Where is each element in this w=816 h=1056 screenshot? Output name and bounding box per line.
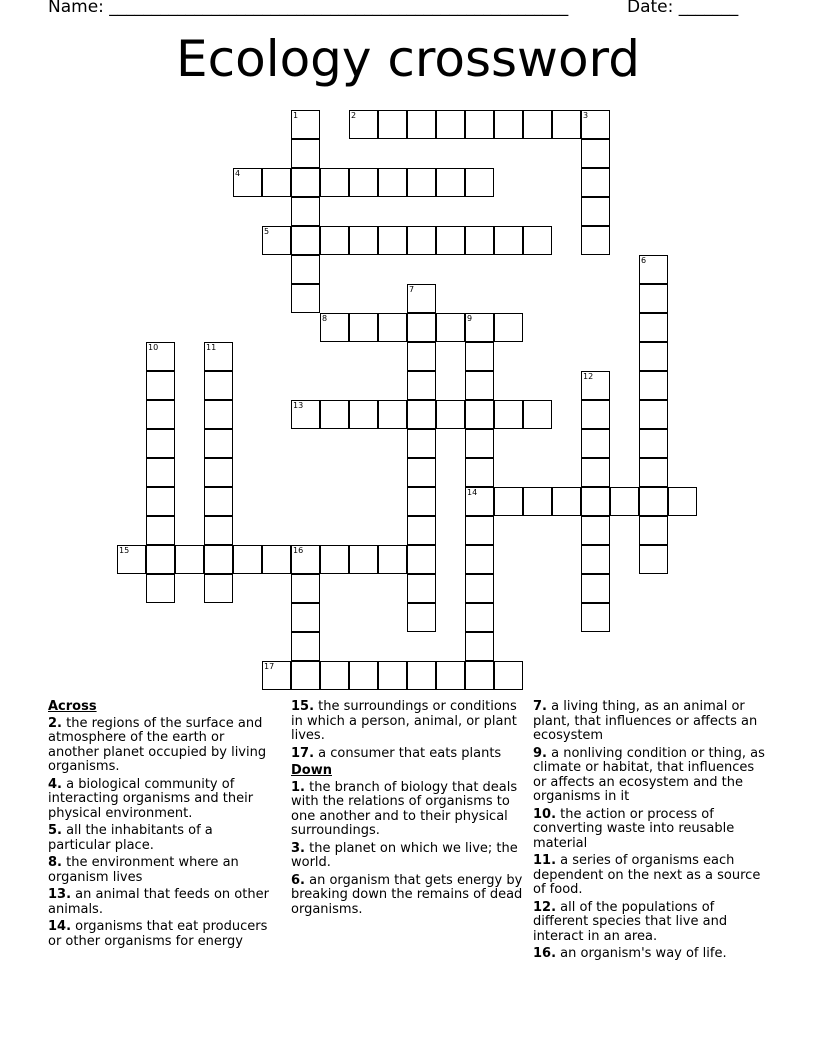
crossword-cell[interactable] — [146, 371, 175, 400]
crossword-cell[interactable] — [407, 516, 436, 545]
clue-number-label: 11 — [206, 343, 217, 352]
crossword-cell[interactable] — [552, 110, 581, 139]
crossword-cell[interactable] — [320, 400, 349, 429]
clue-text: all of the populations of different species that live and interact in an area. — [533, 899, 728, 944]
clue-item — [291, 781, 527, 839]
crossword-cell[interactable] — [407, 400, 436, 429]
clue-number-label: 13 — [293, 401, 304, 410]
crossword-cell[interactable] — [204, 342, 233, 371]
crossword-cell[interactable] — [204, 487, 233, 516]
crossword-cell[interactable] — [465, 632, 494, 661]
crossword-cell[interactable] — [407, 545, 436, 574]
crossword-cell[interactable] — [320, 168, 349, 197]
clue-item — [291, 842, 527, 871]
crossword-cell[interactable] — [494, 226, 523, 255]
crossword-cell[interactable] — [494, 110, 523, 139]
clue-text: the environment where an organism lives — [48, 855, 239, 885]
clue-number-label: 1 — [293, 111, 299, 120]
clue-number: 5. — [48, 823, 62, 838]
crossword-cell[interactable] — [581, 110, 610, 139]
crossword-cell[interactable] — [204, 574, 233, 603]
crossword-cell[interactable] — [407, 110, 436, 139]
crossword-cell[interactable] — [465, 661, 494, 690]
clue-number: 1. — [291, 779, 305, 795]
clue-item — [533, 854, 769, 898]
clue-column-1 — [48, 700, 278, 952]
crossword-cell[interactable] — [581, 603, 610, 632]
crossword-cell[interactable] — [436, 400, 465, 429]
crossword-cell[interactable] — [291, 139, 320, 168]
crossword-cell[interactable] — [552, 487, 581, 516]
clue-item — [48, 888, 278, 917]
clue-text: all the inhabitants of a particular place. — [48, 823, 213, 853]
crossword-cell[interactable] — [465, 342, 494, 371]
across-heading: Across — [48, 699, 97, 714]
clue-item — [533, 808, 769, 852]
crossword-cell[interactable] — [349, 400, 378, 429]
clue-number-label: 14 — [467, 488, 478, 497]
crossword-cell[interactable] — [233, 168, 262, 197]
crossword-cell[interactable] — [291, 255, 320, 284]
crossword-cell[interactable] — [436, 313, 465, 342]
clue-column-3 — [533, 700, 769, 965]
crossword-cell[interactable] — [436, 110, 465, 139]
crossword-cell[interactable] — [436, 168, 465, 197]
crossword-cell[interactable] — [291, 400, 320, 429]
crossword-cell[interactable] — [465, 603, 494, 632]
crossword-cell[interactable] — [639, 487, 668, 516]
crossword-cell[interactable] — [465, 313, 494, 342]
clue-text: the branch of biology that deals with the relations of organisms to one another and to their physical surroundings. — [291, 779, 518, 838]
crossword-cell[interactable] — [639, 516, 668, 545]
crossword-cell[interactable] — [204, 545, 233, 574]
clue-number-label: 16 — [293, 546, 304, 555]
clue-number-label: 6 — [641, 256, 647, 265]
crossword-cell[interactable] — [262, 226, 291, 255]
clue-number-label: 9 — [467, 314, 473, 323]
crossword-cell[interactable] — [523, 400, 552, 429]
clue-text: a living thing, as an animal or plant, that influences or affects an ecosystem — [533, 699, 758, 743]
clue-number-label: 4 — [235, 169, 241, 178]
name-field-label: Name: ______________________________________________________ — [48, 0, 569, 17]
clue-number-label: 7 — [409, 285, 415, 294]
crossword-cell[interactable] — [639, 400, 668, 429]
crossword-cell[interactable] — [465, 400, 494, 429]
clue-text: a consumer that eats plants — [314, 745, 502, 761]
crossword-cell[interactable] — [349, 545, 378, 574]
clue-text: an organism's way of life. — [556, 946, 727, 961]
crossword-cell[interactable] — [204, 429, 233, 458]
crossword-cell[interactable] — [407, 458, 436, 487]
crossword-cell[interactable] — [320, 226, 349, 255]
clue-text: a biological community of interacting organisms and their physical environment. — [48, 776, 254, 821]
crossword-cell[interactable] — [291, 632, 320, 661]
crossword-cell[interactable] — [581, 168, 610, 197]
crossword-cell[interactable] — [639, 255, 668, 284]
crossword-cell[interactable] — [291, 603, 320, 632]
crossword-cell[interactable] — [668, 487, 697, 516]
clue-number: 15. — [291, 699, 315, 714]
clue-number-label: 15 — [119, 546, 130, 555]
crossword-cell[interactable] — [581, 197, 610, 226]
crossword-cell[interactable] — [407, 574, 436, 603]
crossword-cell[interactable] — [581, 400, 610, 429]
clue-text: the planet on which we live; the world. — [291, 840, 518, 870]
crossword-cell[interactable] — [639, 284, 668, 313]
crossword-cell[interactable] — [146, 516, 175, 545]
crossword-cell[interactable] — [436, 661, 465, 690]
page-title: Ecology crossword — [176, 30, 640, 88]
crossword-cell[interactable] — [204, 371, 233, 400]
crossword-cell[interactable] — [639, 313, 668, 342]
clue-number: 11. — [533, 853, 557, 868]
crossword-cell[interactable] — [349, 313, 378, 342]
clue-number: 2. — [48, 715, 62, 731]
clue-item — [48, 778, 278, 822]
crossword-cell[interactable] — [291, 574, 320, 603]
clue-number: 3. — [291, 840, 305, 856]
crossword-cell[interactable] — [117, 545, 146, 574]
crossword-cell[interactable] — [262, 661, 291, 690]
crossword-cell[interactable] — [204, 458, 233, 487]
clue-number: 12. — [533, 899, 557, 915]
crossword-cell[interactable] — [581, 458, 610, 487]
crossword-cell[interactable] — [146, 574, 175, 603]
clue-text: the action or process of converting waste into reusable material — [533, 806, 735, 851]
crossword-cell[interactable] — [465, 429, 494, 458]
clue-number: 4. — [48, 776, 62, 792]
crossword-cell[interactable] — [291, 197, 320, 226]
crossword-cell[interactable] — [407, 284, 436, 313]
crossword-cell[interactable] — [407, 429, 436, 458]
crossword-cell[interactable] — [523, 110, 552, 139]
crossword-cell[interactable] — [146, 400, 175, 429]
crossword-cell[interactable] — [378, 661, 407, 690]
crossword-cell[interactable] — [465, 110, 494, 139]
crossword-cell[interactable] — [407, 661, 436, 690]
crossword-cell[interactable] — [262, 168, 291, 197]
crossword-cell[interactable] — [465, 168, 494, 197]
crossword-cell[interactable] — [407, 168, 436, 197]
crossword-cell[interactable] — [407, 603, 436, 632]
crossword-cell[interactable] — [320, 313, 349, 342]
clue-number: 16. — [533, 946, 557, 961]
crossword-cell[interactable] — [204, 516, 233, 545]
clue-text: the surroundings or conditions in which a person, animal, or plant lives. — [291, 699, 517, 743]
crossword-cell[interactable] — [349, 661, 378, 690]
crossword-cell[interactable] — [204, 400, 233, 429]
clue-number-label: 2 — [351, 111, 357, 120]
clue-item — [533, 947, 769, 962]
crossword-cell[interactable] — [465, 574, 494, 603]
clue-number: 14. — [48, 919, 72, 934]
clue-item — [533, 747, 769, 805]
crossword-cell[interactable] — [291, 226, 320, 255]
crossword-cell[interactable] — [581, 371, 610, 400]
crossword-cell[interactable] — [436, 226, 465, 255]
crossword-cell[interactable] — [523, 487, 552, 516]
crossword-cell[interactable] — [465, 458, 494, 487]
clue-item — [48, 920, 278, 949]
crossword-cell[interactable] — [639, 342, 668, 371]
clue-number: 7. — [533, 699, 547, 714]
clue-number-label: 10 — [148, 343, 159, 352]
crossword-cell[interactable] — [494, 487, 523, 516]
crossword-cell[interactable] — [291, 110, 320, 139]
date-field-label: Date: _______ — [627, 0, 739, 17]
crossword-cell[interactable] — [407, 226, 436, 255]
down-heading: Down — [291, 763, 332, 778]
clue-column-2 — [291, 700, 527, 920]
crossword-cell[interactable] — [349, 226, 378, 255]
crossword-cell[interactable] — [465, 226, 494, 255]
crossword-cell[interactable] — [320, 545, 349, 574]
crossword-cell[interactable] — [378, 110, 407, 139]
crossword-cell[interactable] — [610, 487, 639, 516]
crossword-cell[interactable] — [349, 110, 378, 139]
crossword-cell[interactable] — [262, 545, 291, 574]
clue-number-label: 17 — [264, 662, 275, 671]
crossword-cell[interactable] — [146, 342, 175, 371]
crossword-cell[interactable] — [378, 400, 407, 429]
crossword-cell[interactable] — [523, 226, 552, 255]
crossword-cell[interactable] — [291, 661, 320, 690]
crossword-cell[interactable] — [233, 545, 262, 574]
crossword-cell[interactable] — [175, 545, 204, 574]
crossword-cell[interactable] — [407, 313, 436, 342]
crossword-cell[interactable] — [407, 371, 436, 400]
clue-item — [291, 747, 527, 762]
crossword-cell[interactable] — [494, 400, 523, 429]
crossword-cell[interactable] — [146, 429, 175, 458]
crossword-cell[interactable] — [465, 516, 494, 545]
clue-text: a nonliving condition or thing, as climate or habitat, that influences or affects an ecosystem and the organisms in it — [533, 745, 765, 804]
crossword-cell[interactable] — [639, 371, 668, 400]
crossword-cell[interactable] — [378, 313, 407, 342]
clue-number-label: 5 — [264, 227, 270, 236]
clue-item — [533, 700, 769, 744]
crossword-cell[interactable] — [146, 458, 175, 487]
clue-number-label: 12 — [583, 372, 594, 381]
crossword-cell[interactable] — [581, 226, 610, 255]
clue-number-label: 3 — [583, 111, 589, 120]
clue-number: 8. — [48, 855, 62, 870]
clue-item — [291, 874, 527, 918]
clue-item — [291, 700, 527, 744]
crossword-cell[interactable] — [146, 545, 175, 574]
crossword-cell[interactable] — [407, 342, 436, 371]
crossword-cell[interactable] — [581, 139, 610, 168]
crossword-cell[interactable] — [494, 661, 523, 690]
clue-item — [48, 717, 278, 775]
clue-number: 17. — [291, 745, 315, 761]
clue-text: an animal that feeds on other animals. — [48, 887, 269, 917]
clue-item — [48, 856, 278, 885]
clue-text: the regions of the surface and atmosphere of the earth or another planet occupied by living organisms. — [48, 715, 267, 774]
crossword-cell[interactable] — [146, 487, 175, 516]
clue-text: an organism that gets energy by breaking down the remains of dead organisms. — [291, 872, 523, 917]
clue-text: organisms that eat producers or other organisms for energy — [48, 919, 268, 949]
clue-number: 10. — [533, 806, 557, 822]
crossword-cell[interactable] — [291, 545, 320, 574]
crossword-cell[interactable] — [291, 284, 320, 313]
crossword-cell[interactable] — [639, 429, 668, 458]
crossword-cell[interactable] — [581, 516, 610, 545]
crossword-cell[interactable] — [378, 226, 407, 255]
crossword-cell[interactable] — [494, 313, 523, 342]
crossword-cell[interactable] — [407, 487, 436, 516]
crossword-cell[interactable] — [465, 487, 494, 516]
clue-number-label: 8 — [322, 314, 328, 323]
crossword-cell[interactable] — [349, 168, 378, 197]
crossword-cell[interactable] — [639, 545, 668, 574]
crossword-cell[interactable] — [581, 545, 610, 574]
clue-number: 9. — [533, 745, 547, 761]
clue-number: 6. — [291, 872, 305, 888]
crossword-cell[interactable] — [581, 574, 610, 603]
crossword-cell[interactable] — [465, 371, 494, 400]
crossword-cell[interactable] — [378, 168, 407, 197]
crossword-cell[interactable] — [320, 661, 349, 690]
clue-text: a series of organisms each dependent on the next as a source of food. — [533, 853, 761, 897]
clue-item — [533, 901, 769, 945]
crossword-cell[interactable] — [291, 168, 320, 197]
crossword-cell[interactable] — [465, 545, 494, 574]
crossword-cell[interactable] — [581, 429, 610, 458]
clue-item — [48, 824, 278, 853]
crossword-cell[interactable] — [639, 458, 668, 487]
clue-number: 13. — [48, 887, 72, 902]
crossword-cell[interactable] — [581, 487, 610, 516]
crossword-cell[interactable] — [378, 545, 407, 574]
